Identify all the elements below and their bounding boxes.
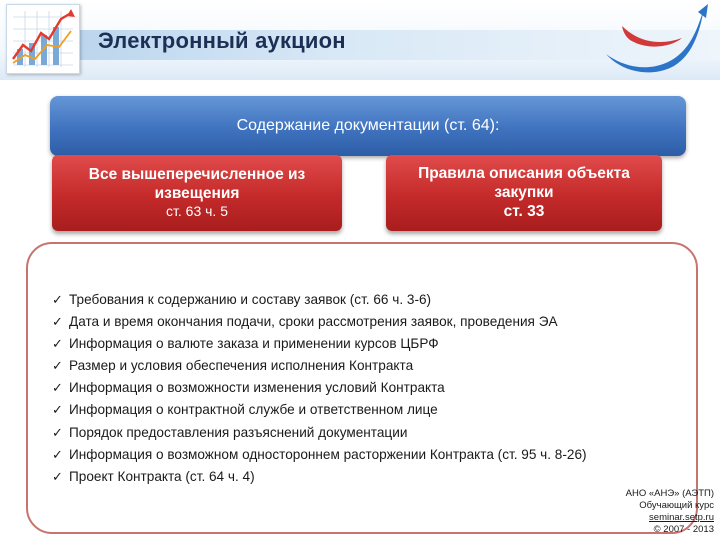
- footer-credits: [626, 488, 714, 536]
- object-description-reference: ст. 33: [503, 203, 545, 220]
- footer-copyright: © 2007 - 2013: [653, 524, 714, 535]
- list-item: [52, 445, 587, 467]
- banner-text: Содержание документации (ст. 64):: [236, 117, 500, 134]
- page-title: Электронный аукцион: [98, 28, 346, 53]
- list-item-text: Размер и условия обеспечения исполнения Контракта: [69, 358, 414, 374]
- notice-info-box: [52, 155, 342, 231]
- checkmark-icon: ✓: [52, 336, 63, 352]
- list-item: [52, 356, 414, 378]
- checkmark-icon: ✓: [52, 402, 63, 418]
- requirements-list: [52, 290, 587, 489]
- checkmark-icon: ✓: [52, 424, 63, 440]
- object-description-box: [386, 155, 662, 231]
- list-item: [52, 400, 438, 422]
- checkmark-icon: ✓: [52, 380, 63, 396]
- checkmark-icon: ✓: [52, 446, 63, 462]
- list-item: [52, 467, 255, 489]
- list-item: [52, 378, 445, 400]
- list-item-text: Информация о валюте заказа и применении курсов ЦБРФ: [69, 336, 439, 352]
- checkmark-icon: ✓: [52, 314, 63, 330]
- list-item: [52, 334, 439, 356]
- list-item: [52, 423, 408, 445]
- notice-info-title: Все вышеперечисленное из извещения: [88, 166, 306, 202]
- list-item-text: Дата и время окончания подачи, сроки рассмотрения заявок, проведения ЭА: [69, 314, 558, 330]
- footer-site-link[interactable]: seminar.setp.ru: [649, 512, 714, 523]
- list-item-text: Информация о возможном одностороннем расторжении Контракта (ст. 95 ч. 8-26): [69, 446, 587, 462]
- notice-info-reference: ст. 63 ч. 5: [166, 203, 228, 219]
- object-description-title: Правила описания объекта закупки: [418, 165, 630, 201]
- list-item: [52, 290, 432, 312]
- growth-chart-icon: [6, 4, 80, 74]
- list-item-text: Информация о возможности изменения условий Контракта: [69, 380, 445, 396]
- checkmark-icon: ✓: [52, 292, 63, 307]
- list-item-text: Проект Контракта (ст. 64 ч. 4): [69, 468, 255, 484]
- list-item-text: Требования к содержанию и составу заявок (ст. 66 ч. 3-6): [69, 292, 432, 307]
- list-item-text: Порядок предоставления разъяснений документации: [69, 424, 408, 440]
- checkmark-icon: ✓: [52, 358, 63, 374]
- header-bar: [0, 0, 720, 82]
- header-divider: [0, 80, 720, 82]
- checkmark-icon: ✓: [52, 468, 63, 484]
- footer-org: АНО «АНЭ» (АЭТП): [625, 488, 714, 499]
- list-item-text: Информация о контрактной службе и ответственном лице: [69, 402, 438, 418]
- list-item: [52, 312, 558, 334]
- footer-course: Обучающий курс: [639, 500, 714, 511]
- logo-swoosh-icon: [600, 2, 718, 80]
